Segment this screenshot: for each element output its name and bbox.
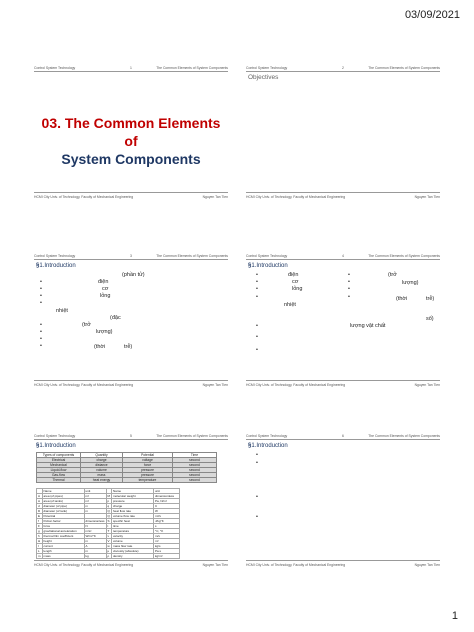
table-cell: m [84,539,106,544]
table-cell: second [173,458,217,463]
slide-header [34,432,228,440]
table-cell: J/kg°K [154,519,180,524]
table-cell: Liquid-flow [37,468,81,473]
table-cell: friction factor [42,519,84,524]
table-cell: T [106,529,112,534]
table-cell: Q [107,509,110,513]
table-cell: W [154,509,180,514]
table-cell: second [173,468,217,473]
print-date: 03/09/2021 [404,9,460,21]
text-fragment: lượng) [96,329,113,335]
slide-number: 5 [130,434,132,438]
section-sign-icon: § [36,263,40,269]
text-fragment: trễ) [426,296,435,302]
table-header-cell: Types of components [37,453,81,458]
table-cell: kg/s [154,544,180,549]
text-fragment: (trở [82,322,91,328]
bullet-icon: • [40,279,42,285]
table-cell: m³ [154,539,180,544]
text-fragment: số) [426,316,434,322]
bullet-icon: • [348,286,350,292]
table-cell: thermal film coefficient [42,534,84,539]
table-cell: heat flow rate [112,509,154,514]
bullet-icon: • [256,514,258,520]
bullet-icon: • [256,272,258,278]
chapter-name: The Common Elements of System Components [368,434,440,438]
table-row [37,529,180,534]
bullet-icon: • [348,272,350,278]
section-heading [248,443,288,449]
section-title: 1.Introduction [251,263,288,269]
slide-footer [246,560,440,568]
footer-author: Nguyen Tan Tien [202,383,228,387]
table-cell: pressure [112,499,154,504]
table-cell: °C, °K [154,529,180,534]
bullet-icon: • [256,323,258,329]
slide-header [34,252,228,260]
text-fragment: điện [98,279,109,285]
section-heading [36,263,76,269]
table-cell: kg/m³ [154,554,180,559]
table-cell: m [84,504,106,509]
course-name: Control System Technology [34,254,76,258]
table-cell: diameter (of pipe) [42,504,84,509]
table-cell: density [112,554,154,559]
table-cell: g [37,529,43,534]
table-cell: force [42,524,84,529]
table-cell: D [38,509,41,513]
table-header-cell: Name [42,489,84,494]
text-fragment: lỏng [292,286,303,292]
footer-university: HCMI City Univ. of Technology, Faculty of Mechanical Engineering [246,195,346,199]
table-cell: mass [81,473,123,478]
table-cell: A [38,499,41,503]
slide-number: 1 [130,66,132,70]
table-cell: m/s² [84,529,106,534]
table-cell: height [42,539,84,544]
text-fragment: nhiệt [56,308,68,314]
chapter-name: The Common Elements of System Components [156,66,228,70]
table-header-cell: Time [173,453,217,458]
chapter-name: The Common Elements of System Components [368,66,440,70]
table-cell: q [106,504,112,509]
slide-header [246,64,440,72]
table-cell: heat energy [81,478,123,483]
slide-header [34,64,228,72]
table-cell: second [173,463,217,468]
slide-5 [34,432,228,568]
text-fragment: lượng) [402,280,419,286]
chapter-name: The Common Elements of System Components [368,254,440,258]
bullet-icon: • [348,294,350,300]
text-fragment: (thời [396,296,408,302]
bullet-icon: • [348,279,350,285]
table-cell: kg [84,554,106,559]
section-heading [36,443,76,449]
section-sign-icon: § [36,443,40,449]
section-title: 1.Introduction [251,443,288,449]
table-cell: H [38,539,41,543]
table-cell: μ [106,549,112,554]
table-cell: Pa, N/m² [154,499,180,504]
table-cell: Gas-flow [37,473,81,478]
table-cell: S [107,519,110,523]
table-cell: C [154,504,180,509]
text-fragment: điện [288,272,299,278]
table-cell: temperature [112,529,154,534]
text-fragment: lượng vật chất [350,323,386,329]
bullet-icon: • [40,286,42,292]
slide-number: 4 [342,254,344,258]
table-row [37,519,180,524]
table-row [37,478,217,483]
slide-number: 2 [342,66,344,70]
bullet-icon: • [40,293,42,299]
slide-number: 3 [130,254,132,258]
table-cell: length [42,549,84,554]
bullet-icon: • [40,336,42,342]
table-cell: force [123,463,173,468]
slide-footer [246,380,440,388]
course-name: Control System Technology [34,434,76,438]
table-cell: w [107,544,110,548]
table-cell: A [38,494,41,498]
course-name: Control System Technology [246,254,288,258]
footer-university: HCMI City Univ. of Technology, Faculty of Mechanical Engineering [246,563,346,567]
slide-footer [246,192,440,200]
text-fragment: lỏng [100,293,111,299]
table-cell: charge [81,458,123,463]
slide-6 [246,432,440,568]
table-cell: ρ [106,554,112,559]
slide-header [246,432,440,440]
table-row [37,494,180,499]
text-fragment: cơ [102,286,109,292]
table-header-cell: unit [84,489,106,494]
table-cell: mass flow rate [112,544,154,549]
table-cell: m/s [154,534,180,539]
table-header-cell: Name [112,489,154,494]
table-cell: voltage [123,458,173,463]
table-cell: volume [81,468,123,473]
table-row [37,554,180,559]
table-cell: f [37,519,43,524]
table-cell: pressure [123,468,173,473]
footer-university: HCMI City Univ. of Technology, Faculty of Mechanical Engineering [34,383,134,387]
bullet-icon: • [40,322,42,328]
chapter-title [34,114,228,168]
bullet-icon: • [256,294,258,300]
table-cell: N [84,524,106,529]
table-cell: m³/s [154,514,180,519]
table-cell: charge [112,504,154,509]
bullet-icon: • [256,347,258,353]
footer-university: HCMI City Univ. of Technology, Faculty of Mechanical Engineering [246,383,346,387]
table-cell: m [84,509,106,514]
footer-author: Nguyen Tan Tien [414,383,440,387]
slide-2 [246,64,440,200]
table-cell: mass [42,554,84,559]
table-cell: current [42,544,84,549]
table-cell: second [173,473,217,478]
table-cell: m [84,549,106,554]
text-fragment: (thời [94,344,106,350]
table-cell: distance [81,463,123,468]
slide-footer [34,560,228,568]
table-cell: h [37,534,43,539]
table-cell: t [106,524,112,529]
table-cell: W/m²°K [84,534,106,539]
footer-university: HCMI City Univ. of Technology, Faculty of Mechanical Engineering [34,563,134,567]
course-name: Control System Technology [34,66,76,70]
table-cell: area (of pipes) [42,494,84,499]
slide-4 [246,252,440,388]
bullet-icon: • [40,300,42,306]
table-cell: diameter (of tank) [42,509,84,514]
slide-header [246,252,440,260]
table-cell: second [173,478,217,483]
table-cell: specific heat [112,519,154,524]
table-cell: Pa.s [154,549,180,554]
text-fragment: nhiệt [284,302,296,308]
slide-footer [34,192,228,200]
course-name: Control System Technology [246,434,288,438]
table-cell: time [112,524,154,529]
slide-3 [34,252,228,388]
table-cell: gravitational acceleration [42,529,84,534]
footer-author: Nguyen Tan Tien [202,563,228,567]
footer-university: HCMI City Univ. of Technology, Faculty of Mechanical Engineering [34,195,134,199]
section-title: 1.Introduction [39,443,76,449]
objectives-heading: Objectives [248,74,279,81]
table-cell: molecular weight [112,494,154,499]
footer-author: Nguyen Tan Tien [414,563,440,567]
text-fragment: trễ) [124,344,133,350]
chapter-name: The Common Elements of System Components [156,254,228,258]
table-cell: velocity [112,534,154,539]
section-title: 1.Introduction [39,263,76,269]
table-cell: pressure [123,473,173,478]
chapter-name: The Common Elements of System Components [156,434,228,438]
table-cell: Mechanical [37,463,81,468]
bullet-icon: • [256,279,258,285]
table-cell: M [107,494,111,498]
slide-footer [34,380,228,388]
table-row [37,499,180,504]
table-cell: F [37,524,43,529]
table-header-cell: unit [154,489,180,494]
table-cell: viscosity (absolute) [112,549,154,554]
text-fragment: (phần tử) [122,272,145,278]
footer-author: Nguyen Tan Tien [414,195,440,199]
bullet-icon: • [256,286,258,292]
table-row [37,534,180,539]
slide-number: 6 [342,434,344,438]
symbol-table [36,488,180,559]
table-cell: area (of tanks) [42,499,84,504]
table-cell: temperature [123,478,173,483]
table-header-cell: Potential [123,453,173,458]
section-sign-icon: § [248,263,252,269]
bullet-icon: • [256,334,258,340]
footer-author: Nguyen Tan Tien [202,195,228,199]
table-cell: d [37,504,43,509]
table-cell: volume flow rate [112,514,154,519]
table-cell: volume [112,539,154,544]
slide-1 [34,64,228,200]
quantity-table [36,452,217,483]
section-sign-icon: § [248,443,252,449]
table-header-cell: Quantity [81,453,123,458]
page-number: 1 [451,610,458,622]
bullet-icon: • [256,494,258,500]
table-cell: Potential [42,514,84,519]
table-cell: s [154,524,180,529]
table-cell: v [106,534,112,539]
text-fragment: (đặc [110,315,121,321]
table-cell: m² [84,499,106,504]
chapter-title-line2: System Components [61,151,201,167]
table-cell: A [84,544,106,549]
table-cell: dimensionless [85,519,105,523]
text-fragment: (trở [388,272,397,278]
table-cell: dimensionless [154,494,180,499]
table-cell: Q [107,514,110,518]
bullet-icon: • [256,452,258,458]
section-heading [248,263,288,269]
table-cell: V [107,539,110,543]
bullet-icon: • [40,343,42,349]
table-cell: Thermal [37,478,81,483]
chapter-title-line1: 03. The Common Elements of [41,115,221,149]
course-name: Control System Technology [246,66,288,70]
table-cell: L [37,549,43,554]
table-cell: Electrical [37,458,81,463]
table-cell: E [38,514,41,518]
bullet-icon: • [256,460,258,466]
table-cell: I [37,544,43,549]
table-cell: m [38,554,41,558]
bullet-icon: • [40,329,42,335]
table-cell: p [106,499,112,504]
table-cell: m² [84,494,106,499]
text-fragment: cơ [292,279,299,285]
